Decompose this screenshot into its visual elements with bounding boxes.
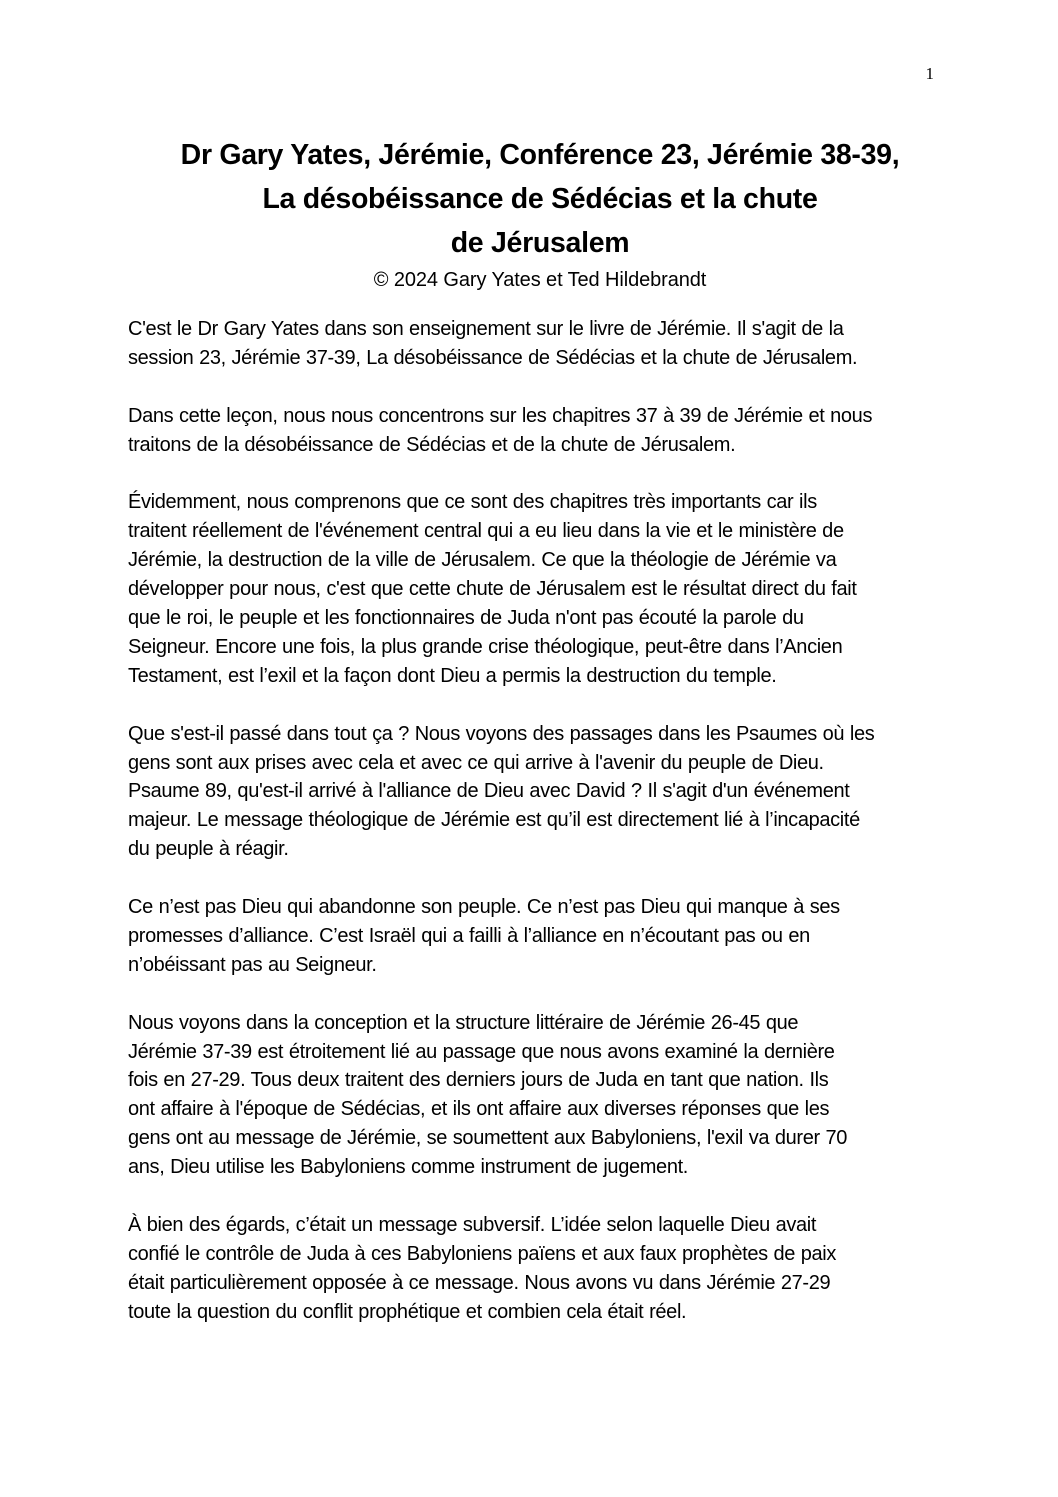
text-line: traitent réellement de l'événement central qui a eu lieu dans la vie et le ministère de (128, 520, 844, 543)
text-line: du peuple à réagir. (128, 838, 289, 861)
text-line: fois en 27-29. Tous deux traitent des derniers jours de Juda en tant que nation. Ils (128, 1069, 829, 1092)
paragraph (128, 315, 948, 373)
text-line: majeur. Le message théologique de Jérémie est qu’il est directement lié à l’incapacité (128, 809, 860, 832)
text-line: Que s'est-il passé dans tout ça ? Nous voyons des passages dans les Psaumes où les (128, 722, 875, 745)
text-line: n’obéissant pas au Seigneur. (128, 953, 377, 976)
text-line: Ce n’est pas Dieu qui abandonne son peuple. Ce n’est pas Dieu qui manque à ses (128, 896, 840, 919)
paragraph (128, 720, 948, 865)
text-line: promesses d’alliance. C’est Israël qui a failli à l’alliance en n’écoutant pas ou en (128, 924, 810, 947)
text-line: Évidemment, nous comprenons que ce sont des chapitres très importants car ils (128, 491, 817, 514)
body-text (128, 315, 948, 1356)
text-line: Seigneur. Encore une fois, la plus grande crise théologique, peut-être dans l’Ancien (128, 635, 843, 658)
text-line: À bien des égards, c’était un message subversif. L’idée selon laquelle Dieu avait (128, 1214, 817, 1236)
text-line: ont affaire à l'époque de Sédécias, et ils ont affaire aux diverses réponses que les (128, 1098, 830, 1121)
title-line: Dr Gary Yates, Jérémie, Conférence 23, Jérémie 38-39, (180, 139, 900, 171)
paragraph (128, 893, 948, 980)
paragraph (128, 1009, 948, 1182)
page-number: 1 (925, 64, 934, 83)
text-line: Jérémie, la destruction de la ville de Jérusalem. Ce que la théologie de Jérémie va (128, 549, 837, 572)
text-line: ans, Dieu utilise les Babyloniens comme instrument de jugement. (128, 1156, 689, 1179)
text-line: Psaume 89, qu'est-il arrivé à l'alliance de Dieu avec David ? Il s'agit d'un événement (128, 780, 850, 803)
title-block (100, 133, 980, 295)
text-line: traitons de la désobéissance de Sédécias et de la chute de Jérusalem. (128, 433, 736, 456)
title-line: La désobéissance de Sédécias et la chute (262, 183, 818, 215)
title-line: de Jérusalem (450, 227, 630, 259)
text-line: C'est le Dr Gary Yates dans son enseignement sur le livre de Jérémie. Il s'agit de la (128, 318, 844, 340)
text-line: que le roi, le peuple et les fonctionnaires de Juda n'ont pas écouté la parole du (128, 607, 804, 630)
text-line: toute la question du conflit prophétique et combien cela était réel. (128, 1300, 687, 1323)
text-line: gens ont au message de Jérémie, se soumettent aux Babyloniens, l'exil va durer 70 (128, 1127, 848, 1150)
paragraph (128, 402, 948, 460)
text-line: confié le contrôle de Juda à ces Babyloniens païens et aux faux prophètes de paix (128, 1242, 837, 1265)
text-line: développer pour nous, c'est que cette chute de Jérusalem est le résultat direct du fait (128, 578, 857, 601)
text-line: Testament, est l’exil et la façon dont Dieu a permis la destruction du temple. (128, 664, 777, 687)
text-line: était particulièrement opposée à ce message. Nous avons vu dans Jérémie 27-29 (128, 1271, 831, 1294)
text-line: Jérémie 37-39 est étroitement lié au passage que nous avons examiné la dernière (128, 1040, 835, 1063)
text-line: session 23, Jérémie 37-39, La désobéissance de Sédécias et la chute de Jérusalem. (128, 346, 858, 369)
text-line: gens sont aux prises avec cela et avec ce qui arrive à l'avenir du peuple de Dieu. (128, 751, 824, 774)
copyright-notice: © 2024 Gary Yates et Ted Hildebrandt (373, 269, 707, 291)
text-line: Dans cette leçon, nous nous concentrons sur les chapitres 37 à 39 de Jérémie et nous (128, 404, 873, 427)
paragraph (128, 488, 948, 690)
text-line: Nous voyons dans la conception et la structure littéraire de Jérémie 26-45 que (128, 1011, 799, 1034)
paragraph (128, 1211, 948, 1327)
